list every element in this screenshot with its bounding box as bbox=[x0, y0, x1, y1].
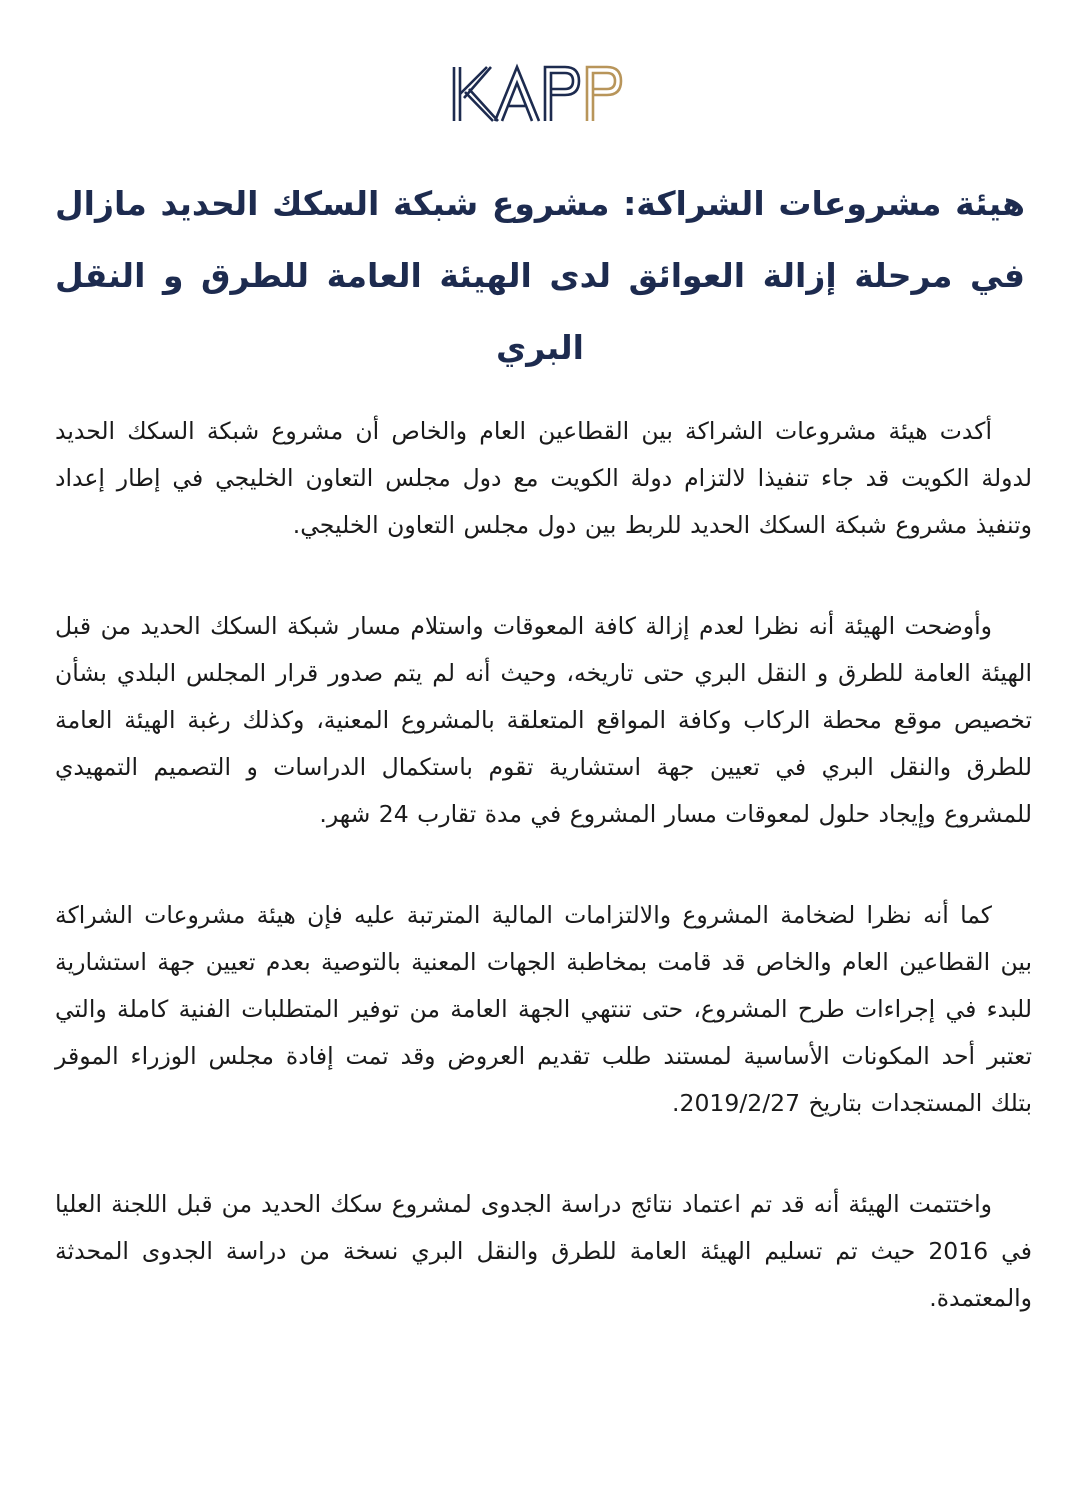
kapp-logo-mark bbox=[451, 62, 629, 126]
article-body bbox=[55, 408, 1032, 1376]
article-paragraph: كما أنه نظرا لضخامة المشروع والالتزامات المالية المترتبة عليه فإن هيئة مشروعات الشراكة بين القطاعين العام والخاص قد قامت بمخاطبة الجهات المعنية بالتوصية بعدم تعيين جهة استشارية للبدء في إجراءات طرح المشروع، حتى تنتهي الجهة العامة من توفير المتطلبات الفنية كاملة والتي تعتبر أحد المكونات الأساسية لمستند طلب تقديم العروض وقد تمت إفادة مجلس الوزراء الموقر بتلك المستجدات بتاريخ 2019/2/27. bbox=[55, 901, 1032, 1117]
kapp-logo bbox=[0, 58, 1080, 130]
article-paragraph: واختتمت الهيئة أنه قد تم اعتماد نتائج دراسة الجدوى لمشروع سكك الحديد من قبل اللجنة العليا في 2016 حيث تم تسليم الهيئة العامة للطرق والنقل البري نسخة من دراسة الجدوى المحدثة والمعتمدة. bbox=[55, 1190, 1032, 1312]
article-headline: هيئة مشروعات الشراكة: مشروع شبكة السكك الحديد مازال في مرحلة إزالة العوائق لدى الهيئة العامة للطرق و النقل البري bbox=[55, 184, 1025, 367]
article-paragraph: أكدت هيئة مشروعات الشراكة بين القطاعين العام والخاص أن مشروع شبكة السكك الحديد لدولة الكويت قد جاء تنفيذا لالتزام دولة الكويت مع دول مجلس التعاون الخليجي في إطار إعداد وتنفيذ مشروع شبكة السكك الحديد للربط بين دول مجلس التعاون الخليجي. bbox=[55, 417, 1032, 539]
article-paragraph: وأوضحت الهيئة أنه نظرا لعدم إزالة كافة المعوقات واستلام مسار شبكة السكك الحديد من قبل الهيئة العامة للطرق و النقل البري حتى تاريخه، وحيث أنه لم يتم صدور قرار المجلس البلدي بشأن تخصيص موقع محطة الركاب وكافة المواقع المتعلقة بالمشروع المعنية، وكذلك رغبة الهيئة العامة للطرق والنقل البري في تعيين جهة استشارية تقوم باستكمال الدراسات و التصميم التمهيدي للمشروع وإيجاد حلول لمعوقات مسار المشروع في مدة تقارب 24 شهر. bbox=[55, 612, 1032, 828]
